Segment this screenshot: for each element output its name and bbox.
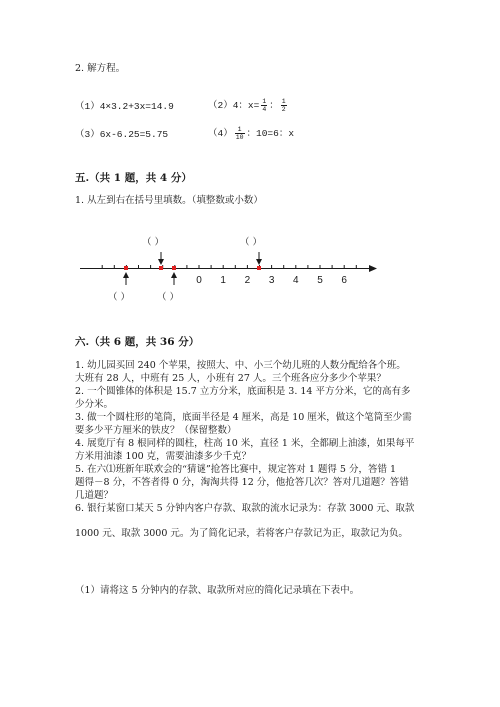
number-line-arrowhead [369, 265, 377, 272]
tick-label: 6 [341, 275, 347, 286]
number-line-ticks [102, 265, 356, 269]
tick-label: 3 [268, 275, 275, 286]
tick-label: 0 [196, 275, 202, 286]
equation-4-rest: ：10=6：x [246, 128, 295, 139]
section-6-body [75, 359, 495, 515]
body-line: 题得－8 分，不答者得 0 分，淘淘共得 12 分，他抢答几次？答对几道题？答错 [75, 477, 409, 488]
section-5-question-1: 1. 从左到右在括号里填数。（填整数或小数） [75, 195, 263, 206]
section-5-heading: 五.（共 1 题，共 4 分） [75, 172, 192, 184]
marked-point [257, 266, 261, 270]
equation-2-sep: ： [269, 100, 279, 111]
body-line: 6. 银行某窗口某天 5 分钟内客户存款、取款的流水记录为：存款 3000 元、取款 [75, 503, 415, 514]
up-arrow-icon [123, 272, 129, 285]
body-line: 5. 在六⑴班新年联欢会的“猜谜”抢答比赛中，规定答对 1 题得 5 分，答错 1 [75, 464, 397, 475]
equation-2 [208, 97, 289, 113]
tick-label: 1 [220, 275, 226, 286]
tick-label: 5 [317, 275, 323, 286]
equation-2-prefix: （2）4：x= [208, 100, 260, 111]
down-arrow-icon [158, 252, 164, 265]
answer-bracket-bottom-1[interactable]: （ ） [108, 292, 131, 303]
body-line: 大班有 28 人，中班有 25 人，小班有 27 人。三个班各应分多少个苹果？ [75, 373, 386, 384]
marked-point [124, 266, 128, 270]
body-line: 1. 幼儿园买回 240 个苹果，按照大、中、小三个幼儿班的人数分配给各个班。 [75, 360, 406, 371]
equation-4-prefix: （4） [208, 128, 233, 139]
question-2-title: 2. 解方程。 [75, 63, 126, 74]
fraction-denominator: 2 [281, 105, 286, 113]
fraction-numerator: 1 [281, 97, 286, 105]
tick-labels [196, 275, 347, 286]
question-6-sub-1: （1）请将这 5 分钟内的存款、取款所对应的简化记录填在下表中。 [75, 585, 360, 596]
section-6-heading: 六.（共 6 题，共 36 分） [75, 336, 200, 348]
equation-1: （1）4×3.2+3x=14.9 [75, 101, 174, 112]
tick-label: 2 [244, 275, 251, 286]
equation-2-fraction-2 [281, 98, 287, 113]
up-arrow-icon [171, 272, 177, 285]
equation-4 [208, 125, 294, 141]
body-line: 几道题？ [75, 490, 114, 501]
answer-bracket-bottom-2[interactable]: （ ） [157, 292, 180, 303]
body-line: 2. 一个圆锥体的体积是 15.7 立方分米，底面积是 3. 14 平方分米，它的高有多 [75, 386, 411, 397]
body-line: 4. 展览厅有 8 根同样的圆柱，柱高 10 米，直径 1 米，全都刷上油漆，如果每平 [75, 438, 415, 449]
equation-4-fraction [235, 126, 245, 141]
fraction-denominator: 10 [235, 133, 244, 141]
fraction-denominator: 4 [262, 105, 267, 113]
body-line: 3. 做一个圆柱形的笔筒，底面半径是 4 厘米，高是 10 厘米，做这个笔筒至少需 [75, 412, 412, 423]
marked-point [159, 266, 163, 270]
answer-bracket-top-1[interactable]: （ ） [142, 237, 165, 248]
fraction-numerator: 1 [262, 97, 267, 105]
equation-3: （3）6x-6.25=5.75 [75, 129, 169, 140]
question-6-line-last: 1000 元、取款 3000 元。为了简化记录，若将客户存款记为正，取款记为负。 [75, 528, 408, 539]
fraction-numerator: 1 [235, 126, 245, 134]
body-line: 方米用油漆 100 克，需要油漆多少千克？ [75, 451, 252, 462]
answer-bracket-top-2[interactable]: （ ） [240, 237, 263, 248]
body-line: 要多少平方厘米的铁皮？（保留整数） [75, 425, 237, 436]
tick-label: 4 [293, 275, 299, 286]
body-line: 少分米。 [75, 399, 114, 410]
down-arrow-icon [256, 252, 262, 265]
equation-2-fraction-1 [261, 98, 267, 113]
marked-point [172, 266, 176, 270]
